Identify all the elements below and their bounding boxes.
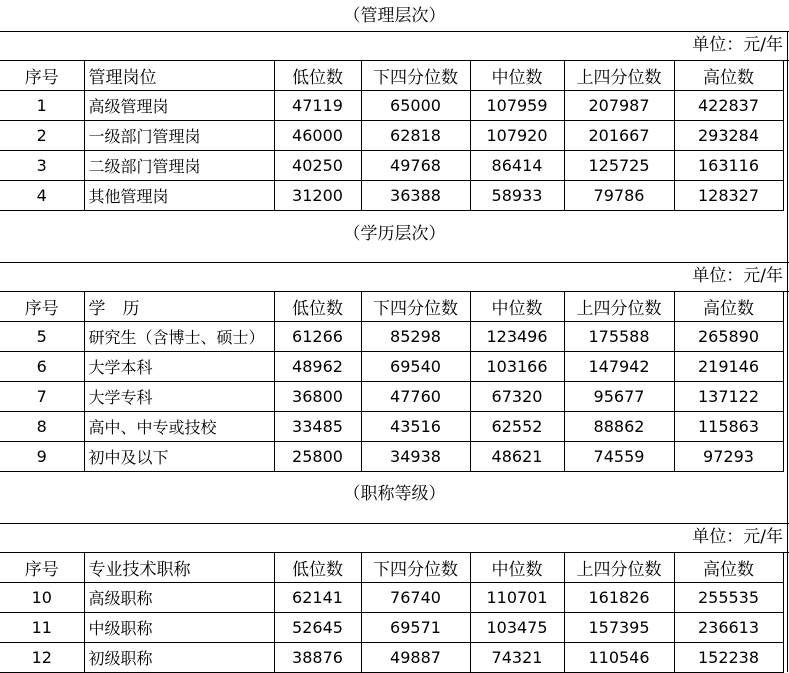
row-index: 9 <box>0 442 84 472</box>
cell-high: 128327 <box>674 181 783 211</box>
cell-median: 62552 <box>470 412 564 442</box>
row-label: 中级职称 <box>84 613 274 643</box>
row-label: 高级管理岗 <box>84 91 274 121</box>
cell-low: 62141 <box>274 583 361 613</box>
row-index: 12 <box>0 643 84 673</box>
cell-low: 40250 <box>274 151 361 181</box>
table-header-row <box>0 553 783 583</box>
cell-high: 236613 <box>674 613 783 643</box>
section-title-title-grade: （职称等级） <box>343 484 446 504</box>
header-high: 高位数 <box>674 61 783 91</box>
header-lower-quartile: 下四分位数 <box>361 553 470 583</box>
cell-upper-quartile: 157395 <box>564 613 674 643</box>
cell-low: 52645 <box>274 613 361 643</box>
cell-low: 48962 <box>274 352 361 382</box>
unit-row <box>0 523 789 552</box>
row-label: 高中、中专或技校 <box>84 412 274 442</box>
cell-low: 25800 <box>274 442 361 472</box>
table-header-row <box>0 292 783 322</box>
header-index: 序号 <box>0 292 84 322</box>
cell-lower-quartile: 34938 <box>361 442 470 472</box>
cell-median: 110701 <box>470 583 564 613</box>
table-row <box>0 322 783 352</box>
cell-upper-quartile: 207987 <box>564 91 674 121</box>
cell-lower-quartile: 69571 <box>361 613 470 643</box>
cell-upper-quartile: 88862 <box>564 412 674 442</box>
header-lower-quartile: 下四分位数 <box>361 292 470 322</box>
cell-high: 265890 <box>674 322 783 352</box>
cell-low: 31200 <box>274 181 361 211</box>
cell-high: 115863 <box>674 412 783 442</box>
cell-upper-quartile: 74559 <box>564 442 674 472</box>
cell-lower-quartile: 43516 <box>361 412 470 442</box>
cell-high: 219146 <box>674 352 783 382</box>
cell-lower-quartile: 36388 <box>361 181 470 211</box>
row-index: 7 <box>0 382 84 412</box>
header-category: 专业技术职称 <box>84 553 274 583</box>
section-title-management: （管理层次） <box>343 6 446 26</box>
header-median: 中位数 <box>470 553 564 583</box>
row-index: 3 <box>0 151 84 181</box>
header-lower-quartile: 下四分位数 <box>361 61 470 91</box>
header-low: 低位数 <box>274 292 361 322</box>
cell-upper-quartile: 110546 <box>564 643 674 673</box>
row-label: 初中及以下 <box>84 442 274 472</box>
cell-high: 152238 <box>674 643 783 673</box>
cell-upper-quartile: 201667 <box>564 121 674 151</box>
cell-median: 103475 <box>470 613 564 643</box>
cell-median: 74321 <box>470 643 564 673</box>
cell-lower-quartile: 85298 <box>361 322 470 352</box>
row-label: 大学本科 <box>84 352 274 382</box>
cell-median: 58933 <box>470 181 564 211</box>
table-row <box>0 121 783 151</box>
cell-high: 97293 <box>674 442 783 472</box>
table-row <box>0 412 783 442</box>
table-row <box>0 151 783 181</box>
header-upper-quartile: 上四分位数 <box>564 61 674 91</box>
header-low: 低位数 <box>274 61 361 91</box>
row-label: 二级部门管理岗 <box>84 151 274 181</box>
table-row <box>0 181 783 211</box>
header-index: 序号 <box>0 553 84 583</box>
row-label: 一级部门管理岗 <box>84 121 274 151</box>
cell-low: 38876 <box>274 643 361 673</box>
cell-high: 163116 <box>674 151 783 181</box>
table-row <box>0 352 783 382</box>
cell-upper-quartile: 95677 <box>564 382 674 412</box>
header-high: 高位数 <box>674 553 783 583</box>
table-row <box>0 643 783 673</box>
header-low: 低位数 <box>274 553 361 583</box>
header-median: 中位数 <box>470 61 564 91</box>
title-grade-table <box>0 553 784 673</box>
row-label: 初级职称 <box>84 643 274 673</box>
cell-lower-quartile: 76740 <box>361 583 470 613</box>
cell-median: 103166 <box>470 352 564 382</box>
row-index: 2 <box>0 121 84 151</box>
row-index: 6 <box>0 352 84 382</box>
row-index: 10 <box>0 583 84 613</box>
cell-low: 47119 <box>274 91 361 121</box>
unit-row <box>0 31 789 60</box>
cell-median: 123496 <box>470 322 564 352</box>
cell-lower-quartile: 69540 <box>361 352 470 382</box>
cell-median: 86414 <box>470 151 564 181</box>
row-label: 其他管理岗 <box>84 181 274 211</box>
header-high: 高位数 <box>674 292 783 322</box>
table-row <box>0 583 783 613</box>
cell-median: 48621 <box>470 442 564 472</box>
table-row <box>0 613 783 643</box>
table-row <box>0 91 783 121</box>
table-row <box>0 382 783 412</box>
header-upper-quartile: 上四分位数 <box>564 553 674 583</box>
cell-high: 137122 <box>674 382 783 412</box>
row-label: 大学专科 <box>84 382 274 412</box>
management-table <box>0 61 784 211</box>
cell-high: 293284 <box>674 121 783 151</box>
cell-lower-quartile: 49887 <box>361 643 470 673</box>
header-upper-quartile: 上四分位数 <box>564 292 674 322</box>
row-label: 高级职称 <box>84 583 274 613</box>
cell-lower-quartile: 62818 <box>361 121 470 151</box>
row-index: 5 <box>0 322 84 352</box>
section-title-education: （学历层次） <box>343 224 446 244</box>
education-table <box>0 292 784 472</box>
header-category: 管理岗位 <box>84 61 274 91</box>
cell-low: 36800 <box>274 382 361 412</box>
cell-lower-quartile: 47760 <box>361 382 470 412</box>
cell-upper-quartile: 125725 <box>564 151 674 181</box>
row-index: 8 <box>0 412 84 442</box>
unit-label: 单位：元/年 <box>692 266 783 286</box>
cell-median: 67320 <box>470 382 564 412</box>
unit-label: 单位：元/年 <box>692 35 783 55</box>
table-header-row <box>0 61 783 91</box>
row-index: 4 <box>0 181 84 211</box>
cell-high: 422837 <box>674 91 783 121</box>
row-index: 1 <box>0 91 84 121</box>
cell-median: 107920 <box>470 121 564 151</box>
cell-high: 255535 <box>674 583 783 613</box>
header-index: 序号 <box>0 61 84 91</box>
cell-upper-quartile: 79786 <box>564 181 674 211</box>
cell-lower-quartile: 49768 <box>361 151 470 181</box>
cell-lower-quartile: 65000 <box>361 91 470 121</box>
cell-upper-quartile: 147942 <box>564 352 674 382</box>
header-median: 中位数 <box>470 292 564 322</box>
cell-low: 46000 <box>274 121 361 151</box>
unit-label: 单位：元/年 <box>692 527 783 547</box>
cell-median: 107959 <box>470 91 564 121</box>
row-index: 11 <box>0 613 84 643</box>
cell-low: 33485 <box>274 412 361 442</box>
header-category: 学 历 <box>84 292 274 322</box>
row-label: 研究生（含博士、硕士） <box>84 322 274 352</box>
cell-upper-quartile: 161826 <box>564 583 674 613</box>
unit-row <box>0 262 789 291</box>
cell-upper-quartile: 175588 <box>564 322 674 352</box>
cell-low: 61266 <box>274 322 361 352</box>
right-border <box>787 31 788 672</box>
table-row <box>0 442 783 472</box>
